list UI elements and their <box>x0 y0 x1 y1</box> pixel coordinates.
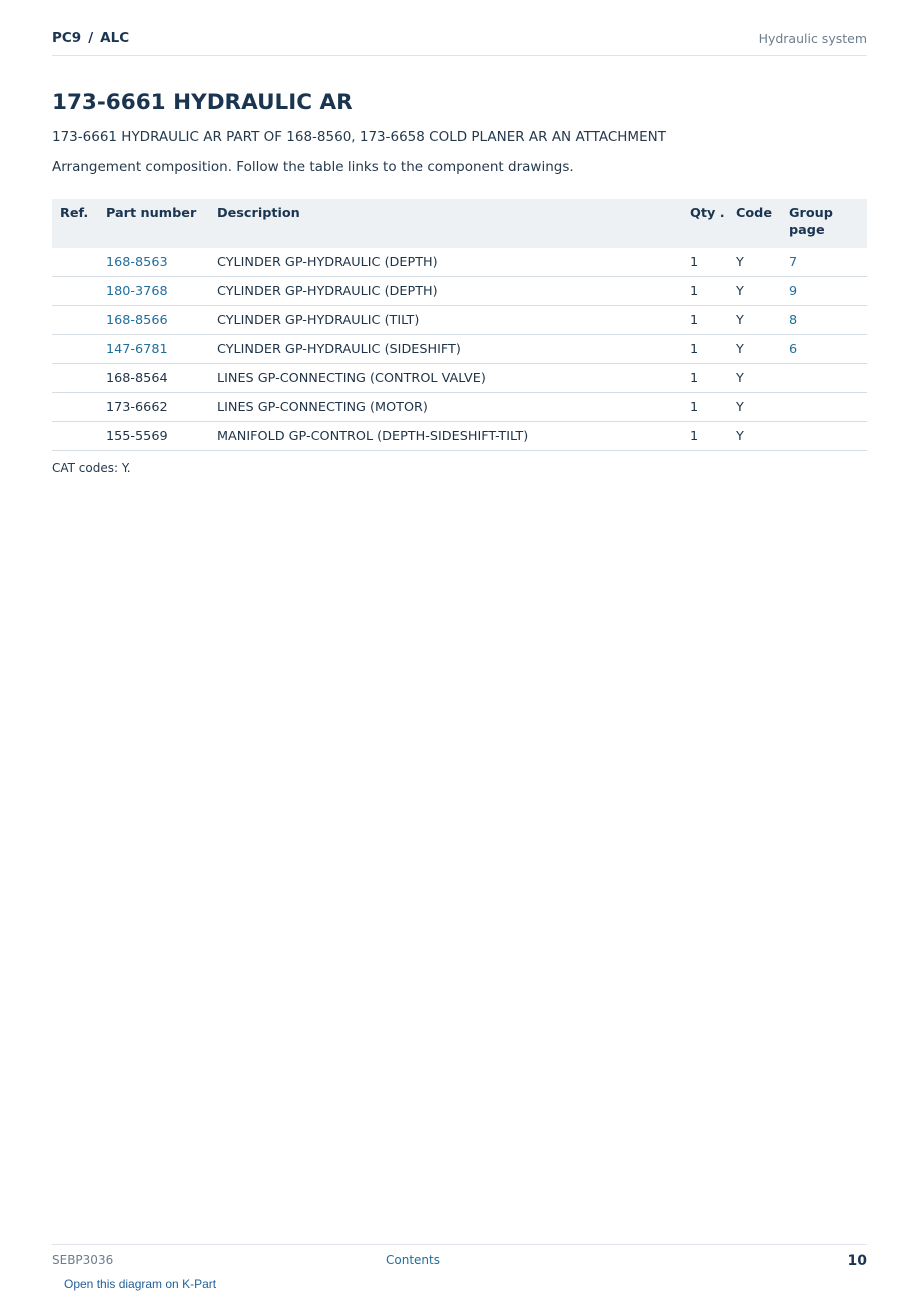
code-cell: Y <box>728 277 781 306</box>
description-cell: LINES GP-CONNECTING (MOTOR) <box>209 393 682 422</box>
description-cell: CYLINDER GP-HYDRAULIC (DEPTH) <box>209 277 682 306</box>
page-number: 10 <box>847 1253 867 1269</box>
part-number-link[interactable]: 147-6781 <box>98 335 209 364</box>
code-cell: Y <box>728 393 781 422</box>
ref-cell <box>52 393 98 422</box>
cat-codes-note: CAT codes: Y. <box>52 461 131 475</box>
footer-divider <box>52 1244 867 1245</box>
col-header-ref: Ref. <box>52 199 98 248</box>
table-row <box>52 306 867 335</box>
group-page-cell <box>781 364 867 393</box>
table-header-row <box>52 199 867 248</box>
code-cell: Y <box>728 335 781 364</box>
qty-cell: 1 <box>682 277 728 306</box>
breadcrumb-separator: / <box>88 30 94 46</box>
code-cell: Y <box>728 422 781 451</box>
page-title: 173-6661 HYDRAULIC AR <box>52 90 353 115</box>
col-header-group-page: Group page <box>781 199 867 248</box>
part-number-cell: 173-6662 <box>98 393 209 422</box>
group-page-link[interactable]: 7 <box>781 248 867 277</box>
page-header <box>52 28 867 56</box>
table-row <box>52 248 867 277</box>
contents-link[interactable]: Contents <box>386 1253 440 1267</box>
part-number-cell: 168-8564 <box>98 364 209 393</box>
table-row <box>52 422 867 451</box>
description-cell: CYLINDER GP-HYDRAULIC (DEPTH) <box>209 248 682 277</box>
ref-cell <box>52 364 98 393</box>
ref-cell <box>52 248 98 277</box>
ref-cell <box>52 335 98 364</box>
col-header-part-number: Part number <box>98 199 209 248</box>
part-number-link[interactable]: 168-8563 <box>98 248 209 277</box>
page-subtitle: 173-6661 HYDRAULIC AR PART OF 168-8560, 173-6658 COLD PLANER AR AN ATTACHMENT <box>52 129 666 145</box>
group-page-link[interactable]: 6 <box>781 335 867 364</box>
ref-cell <box>52 422 98 451</box>
table-row <box>52 277 867 306</box>
ref-cell <box>52 277 98 306</box>
group-page-cell <box>781 422 867 451</box>
intro-text: Arrangement composition. Follow the table links to the component drawings. <box>52 159 574 175</box>
qty-cell: 1 <box>682 306 728 335</box>
qty-cell: 1 <box>682 393 728 422</box>
description-cell: CYLINDER GP-HYDRAULIC (SIDESHIFT) <box>209 335 682 364</box>
part-number-link[interactable]: 168-8566 <box>98 306 209 335</box>
code-cell: Y <box>728 306 781 335</box>
breadcrumb <box>52 30 129 46</box>
document-code: SEBP3036 <box>52 1253 114 1267</box>
part-number-cell: 155-5569 <box>98 422 209 451</box>
code-cell: Y <box>728 248 781 277</box>
table-row <box>52 393 867 422</box>
breadcrumb-item-alc[interactable]: ALC <box>100 30 130 46</box>
parts-table <box>52 199 867 451</box>
group-page-link[interactable]: 8 <box>781 306 867 335</box>
col-header-qty: Qty . <box>682 199 728 248</box>
part-number-link[interactable]: 180-3768 <box>98 277 209 306</box>
qty-cell: 1 <box>682 248 728 277</box>
description-cell: MANIFOLD GP-CONTROL (DEPTH-SIDESHIFT-TILT) <box>209 422 682 451</box>
description-cell: CYLINDER GP-HYDRAULIC (TILT) <box>209 306 682 335</box>
group-page-link[interactable]: 9 <box>781 277 867 306</box>
table-row <box>52 335 867 364</box>
open-in-kpart-link[interactable]: Open this diagram on K-Part <box>64 1277 217 1291</box>
code-cell: Y <box>728 364 781 393</box>
col-header-code: Code <box>728 199 781 248</box>
group-page-cell <box>781 393 867 422</box>
breadcrumb-item-pc9[interactable]: PC9 <box>52 30 82 46</box>
qty-cell: 1 <box>682 364 728 393</box>
description-cell: LINES GP-CONNECTING (CONTROL VALVE) <box>209 364 682 393</box>
qty-cell: 1 <box>682 335 728 364</box>
qty-cell: 1 <box>682 422 728 451</box>
ref-cell <box>52 306 98 335</box>
table-row <box>52 364 867 393</box>
col-header-description: Description <box>209 199 682 248</box>
section-label: Hydraulic system <box>758 31 867 46</box>
